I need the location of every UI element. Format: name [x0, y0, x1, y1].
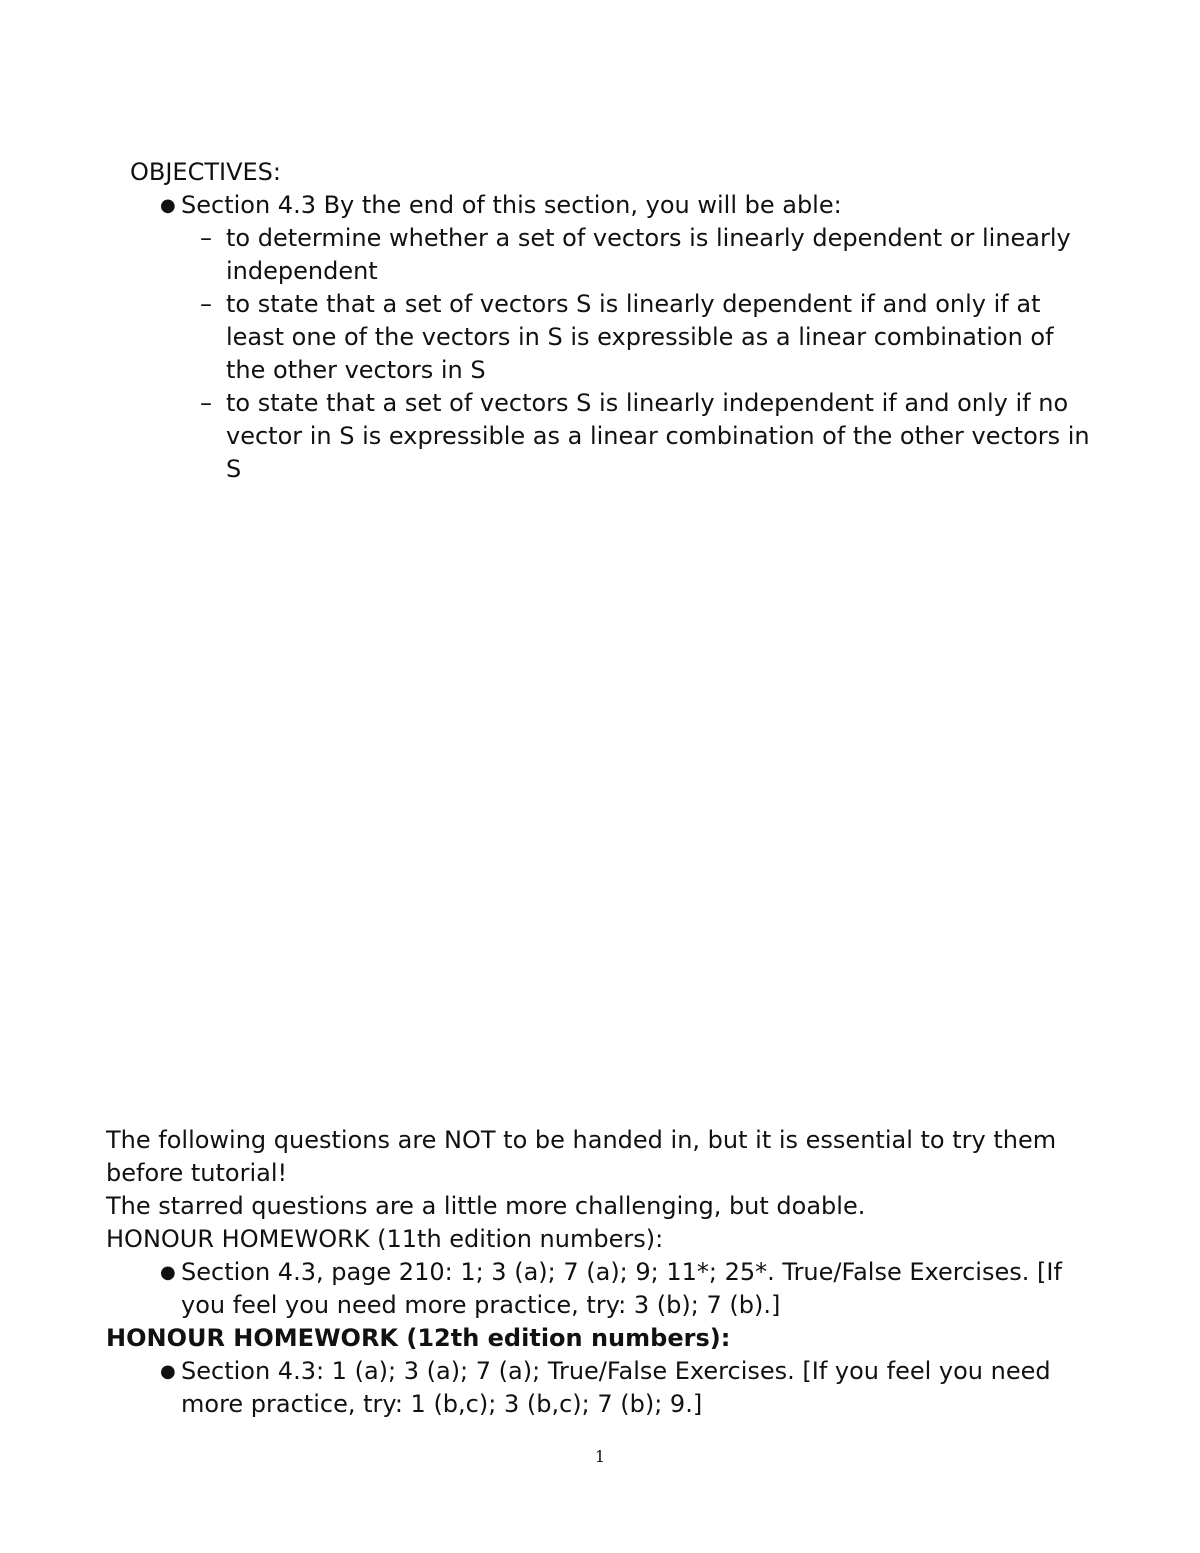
objective-subitem-text: to state that a set of vectors S is linearly independent if and only if no vector in S is expressible as a linear combination of the other vectors in S — [226, 389, 1090, 483]
homework-heading-12th: HONOUR HOMEWORK (12th edition numbers): — [106, 1324, 731, 1352]
homework-item-11th — [160, 1256, 1106, 1322]
homework-heading-11th: HONOUR HOMEWORK (11th edition numbers): — [106, 1225, 664, 1253]
homework-item-11th-text: Section 4.3, page 210: 1; 3 (a); 7 (a); 9; 11*; 25*. True/False Exercises. [If you feel you need more practice, try: 3 (b); 7 (b).] — [181, 1258, 1062, 1319]
objective-subitem — [200, 288, 1096, 387]
homework-intro-line1: The following questions are NOT to be handed in, but it is essential to try them before tutorial! — [106, 1126, 1057, 1187]
homework-item-12th-text: Section 4.3: 1 (a); 3 (a); 7 (a); True/False Exercises. [If you feel you need more practice, try: 1 (b,c); 3 (b,c); 7 (b); 9.] — [181, 1357, 1051, 1418]
page-number: 1 — [594, 1447, 606, 1466]
homework-item-12th — [160, 1355, 1106, 1421]
section-objective-item — [160, 189, 1110, 486]
homework-list-12th — [106, 1355, 1106, 1421]
bullet-icon: ● — [160, 195, 176, 216]
dash-icon: – — [200, 290, 212, 318]
objective-subitem — [200, 387, 1096, 486]
dash-icon: – — [200, 224, 212, 252]
objective-subitem-text: to determine whether a set of vectors is linearly dependent or linearly independent — [226, 224, 1071, 285]
homework-intro-line2: The starred questions are a little more challenging, but doable. — [106, 1192, 866, 1220]
section-objective-text: Section 4.3 By the end of this section, you will be able: — [181, 191, 842, 219]
bullet-icon: ● — [160, 1262, 176, 1283]
dash-icon: – — [200, 389, 212, 417]
objective-subitems — [181, 222, 1096, 486]
bullet-icon: ● — [160, 1361, 176, 1382]
objective-subitem-text: to state that a set of vectors S is linearly dependent if and only if at least one of the vectors in S is expressible as a linear combination of the other vectors in S — [226, 290, 1054, 384]
objective-subitem — [200, 222, 1096, 288]
homework-list-11th — [106, 1256, 1106, 1322]
homework-section — [106, 1124, 1106, 1421]
objectives-section — [130, 156, 1110, 486]
objectives-list — [130, 189, 1110, 486]
objectives-heading: OBJECTIVES: — [130, 158, 281, 186]
